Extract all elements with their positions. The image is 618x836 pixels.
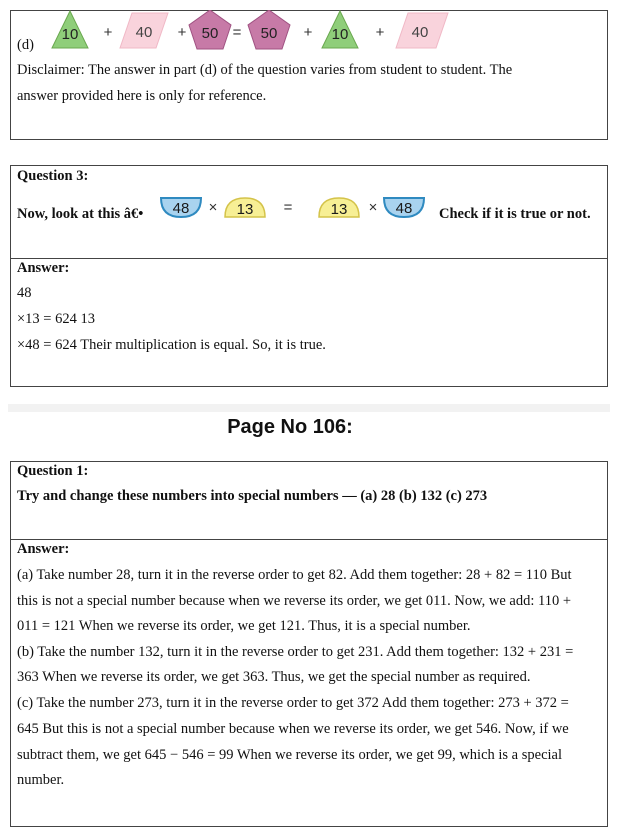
question-1-divider	[10, 539, 608, 540]
disclaimer-line-2: answer provided here is only for reference.	[17, 88, 267, 104]
question-3-divider	[10, 258, 608, 259]
plus-operator: +	[177, 24, 187, 41]
question-1-answer-line: this is not a special number because when we reverse its order, we get 011. Now, we add: 110 +	[17, 593, 572, 609]
question-1-prompt: Try and change these numbers into special numbers — (a) 28 (b) 132 (c) 273	[17, 488, 488, 504]
disclaimer-line-1: Disclaimer: The answer in part (d) of the question varies from student to student. The	[17, 62, 513, 78]
section-separator	[8, 404, 610, 412]
question-1-answer-line: 363 When we reverse its order, we get 363. Thus, we get the special number as required.	[17, 669, 531, 685]
equals-operator: =	[283, 199, 293, 216]
question-1-answer-line: 645 But this is not a special number because when we reverse its order, we get 546. Now, if we	[17, 721, 569, 737]
question-3-prompt-left: Now, look at this â€•	[17, 206, 144, 222]
times-operator: ×	[208, 199, 218, 216]
question-3-heading: Question 3:	[17, 168, 89, 184]
equation-value-a: 48	[172, 200, 190, 217]
question-1-answer-line: (c) Take the number 273, turn it in the reverse order to get 372 Add them together: 273 + 372 =	[17, 695, 569, 711]
part-d-shapes	[50, 10, 510, 54]
question-3-answer-heading: Answer:	[17, 260, 70, 276]
shape-value-3: 50	[201, 25, 219, 42]
question-1-answer-line: (a) Take number 28, turn it in the reverse order to get 82. Add them together: 28 + 82 = 110 But	[17, 567, 572, 583]
question-3-answer-line: ×13 = 624 13	[17, 311, 95, 327]
plus-operator: +	[303, 24, 313, 41]
times-operator: ×	[368, 199, 378, 216]
question-3-equation	[158, 194, 433, 230]
shape-value-2: 40	[135, 24, 153, 41]
question-1-answer-heading: Answer:	[17, 541, 70, 557]
plus-operator: +	[103, 24, 113, 41]
question-3-answer-line: 48	[17, 285, 32, 301]
shape-value-5: 10	[331, 26, 349, 43]
equals-operator: =	[232, 24, 242, 41]
question-1-heading: Question 1:	[17, 463, 89, 479]
equation-value-b: 13	[236, 201, 254, 218]
plus-operator: +	[375, 24, 385, 41]
question-3-answer-line: ×48 = 624 Their multiplication is equal. So, it is true.	[17, 337, 326, 353]
equation-value-c: 13	[330, 201, 348, 218]
question-1-answer-line: 011 = 121 When we reverse its order, we get 121. Thus, it is a special number.	[17, 618, 471, 634]
shape-value-4: 50	[260, 25, 278, 42]
page-heading: Page No 106:	[227, 416, 353, 438]
shape-value-1: 10	[61, 26, 79, 43]
shape-value-6: 40	[411, 24, 429, 41]
equation-value-d: 48	[395, 200, 413, 217]
question-3-prompt-right: Check if it is true or not.	[439, 206, 591, 222]
question-1-answer-line: subtract them, we get 645 − 546 = 99 When we reverse its order, we get 99, which is a special	[17, 747, 563, 763]
question-1-answer-line: number.	[17, 772, 65, 788]
part-d-label: (d)	[17, 37, 34, 53]
question-1-answer-line: (b) Take the number 132, turn it in the reverse order to get 231. Add them together: 132 + 231 =	[17, 644, 574, 660]
